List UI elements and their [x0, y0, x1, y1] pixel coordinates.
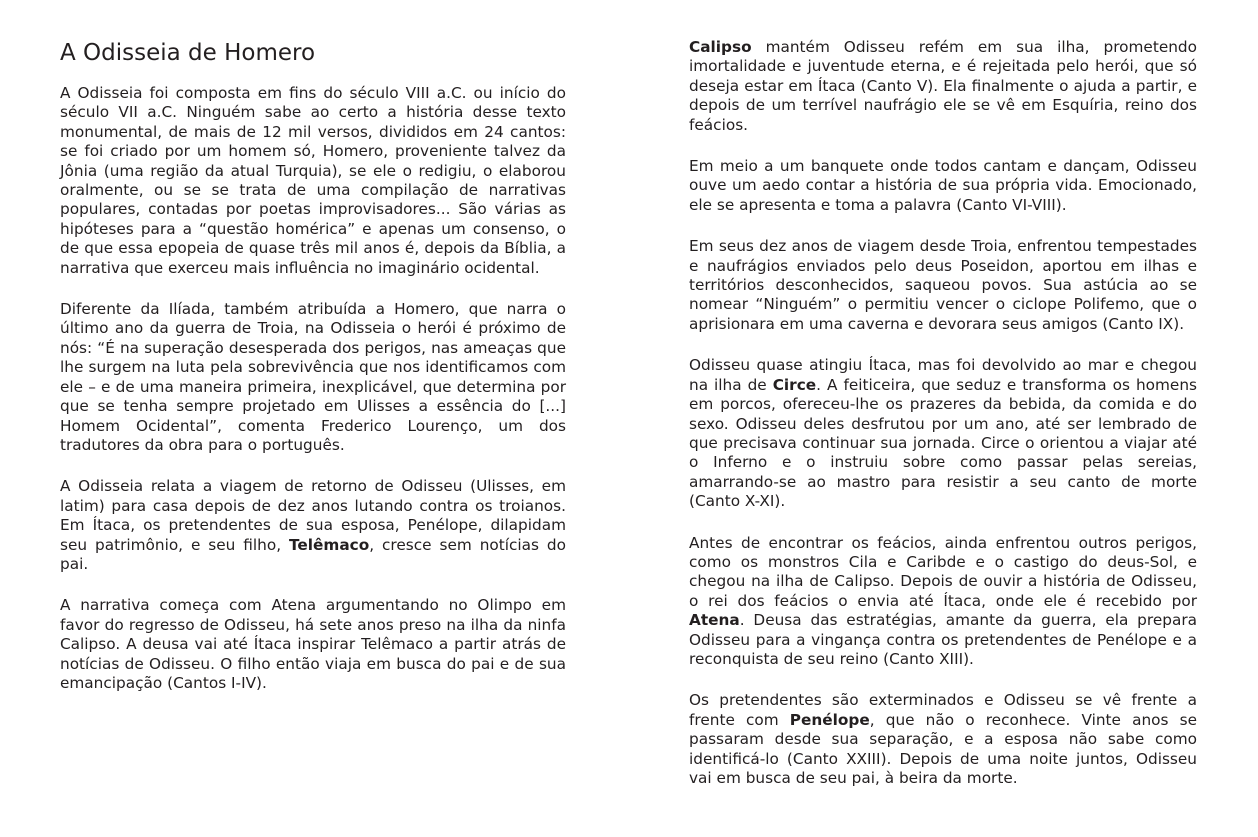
text-run: . A feiticeira, que seduz e transforma os homens em porcos, ofereceu-lhe os prazeres da bebida, da comida e do sexo. Odisseu deles desfrutou por um ano, até ser lembrado de que precisava continuar sua jornada. Circe o orientou a viajar até o Inferno e o instruiu sobre como passar pelas sereias, amarrando-se ao mastro para resistir a seu canto de morte (Canto X-XI).: [689, 375, 1197, 511]
paragraph-calipso: [689, 38, 1197, 135]
paragraph-banquet: Em meio a um banquete onde todos cantam e dançam, Odisseu ouve um aedo contar a história de sua própria vida. Emocionado, ele se apresenta e toma a palavra (Canto VI-VIII).: [689, 157, 1197, 214]
bold-name-penelope: Penélope: [789, 710, 870, 729]
right-column: [689, 38, 1197, 810]
bold-name-atena: Atena: [689, 611, 740, 630]
text-run: Os pretendentes são exterminados e Odisseu se vê frente a frente com: [689, 691, 1197, 729]
paragraph-origin: A Odisseia foi composta em fins do século VIII a.C. ou início do século VII a.C. Ninguém sabe ao certo a história desse texto monumental, de mais de 12 mil versos, divididos em 24 cantos: se foi criado por um homem só, Homero, proveniente talvez da Jônia (uma região da atual Turquia), se ele o redigiu, o elaborou oralmente, ou se se trata de uma compilação de narrativas populares, contadas por poetas improvisadores... São várias as hipóteses para a “questão homérica” e apenas um consenso, o de que essa epopeia de quase três mil anos é, depois da Bíblia, a narrativa que exerceu mais influência no imaginário ocidental.: [60, 84, 566, 277]
paragraph-circe: [689, 356, 1197, 511]
text-run: , que não o reconhece. Vinte anos se passaram desde sua separação, e a esposa não sabe como identificá-lo (Canto XXIII). Depois de uma noite juntos, Odisseu vai em busca de seu pai, à beira da morte.: [689, 710, 1197, 787]
text-run: Antes de encontrar os feácios, ainda enfrentou outros perigos, como os monstros Cila e Caribde e o castigo do deus-Sol, e chegou na ilha de Calipso. Depois de ouvir a história de Odisseu, o rei dos feácios o envia até Ítaca, onde ele é recebido por: [689, 533, 1197, 610]
text-run: A Odisseia relata a viagem de retorno de Odisseu (Ulisses, em latim) para casa depois de dez anos lutando contra os troianos. Em Ítaca, os pretendentes de sua esposa, Penélope, dilapidam seu patrimônio, e seu filho,: [60, 477, 566, 554]
bold-name-circe: Circe: [772, 375, 817, 394]
left-column: [60, 38, 566, 715]
paragraph-journey: [60, 477, 566, 574]
text-run: . Deusa das estratégias, amante da guerra, ela prepara Odisseu para a vingança contra os pretendentes de Penélope e a reconquista de seu reino (Canto XIII).: [689, 611, 1197, 668]
paragraph-atena: [689, 534, 1197, 670]
text-run: Odisseu quase atingiu Ítaca, mas foi devolvido ao mar e chegou na ilha de: [689, 356, 1197, 394]
bold-name-telemaco: Telêmaco: [289, 535, 370, 554]
text-run: mantém Odisseu refém em sua ilha, prometendo imortalidade e juventude eterna, e é rejeitada pelo herói, que só deseja estar em Ítaca (Canto V). Ela finalmente o ajuda a partir, e depois de um terrível naufrágio ele se vê em Esquíria, reino dos feácios.: [689, 38, 1197, 134]
bold-name-calipso: Calipso: [689, 38, 752, 56]
paragraph-iliad-comparison: Diferente da Ilíada, também atribuída a Homero, que narra o último ano da guerra de Troia, na Odisseia o herói é próximo de nós: “É na superação desesperada dos perigos, nas ameaças que lhe surgem na luta pela sobrevivência que nos identificamos com ele – e de uma maneira primeira, inexplicável, que determina por que se tenha sempre projetado em Ulisses a essência do [...] Homem Ocidental”, comenta Frederico Lourenço, um dos tradutores da obra para o português.: [60, 300, 566, 454]
text-run: , cresce sem notícias do pai.: [60, 535, 566, 573]
paragraph-penelope: [689, 691, 1197, 788]
page-title: A Odisseia de Homero: [60, 40, 316, 66]
paragraph-narrative-start: A narrativa começa com Atena argumentando no Olimpo em favor do regresso de Odisseu, há sete anos preso na ilha da ninfa Calipso. A deusa vai até Ítaca inspirar Telêmaco a partir atrás de notícias de Odisseu. O filho então viaja em busca do pai e de sua emancipação (Cantos I-IV).: [60, 596, 566, 692]
paragraph-voyage: Em seus dez anos de viagem desde Troia, enfrentou tempestades e naufrágios enviados pelo deus Poseidon, aportou em ilhas e territórios desconhecidos, saqueou povos. Sua astúcia ao se nomear “Ninguém” o permitiu vencer o ciclope Polifemo, que o aprisionara em uma caverna e devorara seus amigos (Canto IX).: [689, 237, 1197, 333]
